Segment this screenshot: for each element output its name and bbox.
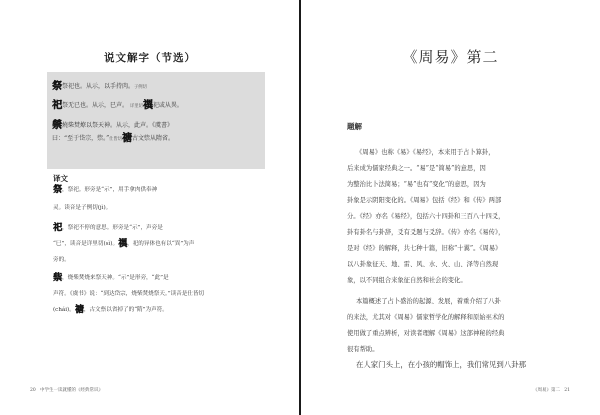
chapter-name: 《周易》第二 (532, 388, 560, 393)
box-text: 祭祀也。从示，以手持肉。 (62, 83, 135, 90)
box-line-1 (52, 83, 147, 92)
box-text: 古文祡从隋省。 (132, 135, 175, 142)
box-text: 曰：“至于岱宗，祡。” (52, 135, 110, 142)
translation-line (53, 186, 157, 194)
translation-line (53, 274, 169, 282)
intro-heading: 题解 (347, 122, 362, 131)
seal-character: 禩 (142, 100, 153, 111)
pronunciation-note: 详里切 (129, 104, 143, 109)
seal-character: 祭 (52, 81, 62, 92)
intro-line: 为整治比卜法简易；“易”也有“变化”的意思，因为 (347, 181, 486, 188)
intro-line: 卦有卦名与卦辞，爻有爻题与爻辞。《传》亦名《易传》， (347, 229, 505, 236)
box-line-2 (52, 102, 183, 111)
book-title: 中学生一读就懂的《经典常识》 (40, 388, 104, 393)
seal-character: 祡 (53, 273, 63, 283)
intro-line: 后来成为儒家经典之一。“易”是“简易”的意思，因 (347, 165, 486, 172)
seal-character: 祭 (53, 185, 63, 195)
box-line-3 (52, 122, 173, 130)
left-page-title: 说文解字（节选） (104, 52, 196, 64)
translation-text: ，祀的异体也有以“異”为声 (127, 241, 195, 247)
seal-character: 祀 (52, 100, 62, 111)
seal-character: 禟 (122, 133, 133, 144)
translation-line (53, 240, 194, 248)
translation-line: 旁的。 (53, 257, 70, 263)
pronunciation-note: 子例切 (134, 85, 147, 90)
intro-line: 《周易》也称《易》《易经》，本来用于占卜算卦， (356, 149, 495, 156)
translation-text: ，古文祡以省掉了的“隋”为声符。 (83, 307, 168, 313)
seal-character: 禩 (118, 239, 128, 249)
translation-line (53, 224, 163, 232)
right-page (301, 0, 600, 415)
right-footer (533, 387, 570, 393)
translation-text: (chái)。 (53, 307, 75, 313)
intro-line: 是对《经》的解释，共七种十篇，旧称“十翼”。《周易》 (347, 245, 502, 252)
chapter-title: 《周易》第二 (402, 48, 499, 66)
left-footer (30, 387, 103, 393)
translation-text: “巳”，读音是详里切(sì)。 (53, 241, 119, 247)
seal-character: 禜 (52, 120, 62, 131)
intro-line: 分。《经》亦名《易经》，包括六十四卦和三百八十四爻， (347, 213, 505, 220)
translation-text: ，祭祀。形旁是“示”，用手拿肉供奉神 (62, 187, 158, 193)
box-text: 祀或从異。 (152, 102, 183, 109)
intro-line: 使用做了重点辨析，对读者理解《周易》这部神秘的经典 (347, 330, 505, 337)
box-line-4 (52, 135, 174, 144)
pronunciation-note: 仕皆切 (109, 137, 123, 142)
intro-line: 很有帮助。 (347, 346, 379, 353)
intro-line: 象，以不同组合来象征自然和社会的变化。 (347, 277, 467, 284)
translation-line (53, 306, 168, 314)
page-number: 20 (30, 388, 36, 393)
box-text: 祭无已也。从示，巳声。 (62, 102, 129, 109)
intro-line: 的来法，尤其对《周易》儒家哲学化的解释和原始巫术的 (347, 314, 505, 321)
translation-line: 声符。《虞书》说：“到达岱宗，烧柴焚烧祭天。”读音是仕皆切 (53, 291, 205, 297)
translation-line: 灵。读音是子例切(jì)。 (53, 205, 112, 211)
translation-text: ，烧柴焚烧来祭天神。“示”是形旁，“此”是 (62, 275, 169, 281)
original-text-box (47, 72, 265, 169)
seal-character: 禟 (74, 305, 84, 315)
body-first-line: 在人家门头上，在小孩的帽饰上，我们常见到八卦那 (356, 360, 526, 369)
seal-character: 祀 (53, 223, 63, 233)
intro-line: 本篇概述了占卜盛治的起源、发展，着重介绍了八卦 (356, 298, 501, 305)
translation-text: ，祭祀不停的意思。形旁是“示”，声旁是 (62, 225, 163, 231)
page-number: 21 (564, 388, 570, 393)
intro-line: 以八卦象征天、地、雷、风、水、火、山、泽等自然现 (347, 261, 499, 268)
translation-heading: 译文 (53, 174, 68, 183)
box-text: 燒柴焚燎以祭天神。从示，此声。《虞書》 (62, 122, 174, 129)
intro-line: 卦象是示阴阳变化的。《周易》包括《经》和《传》两部 (347, 197, 502, 204)
